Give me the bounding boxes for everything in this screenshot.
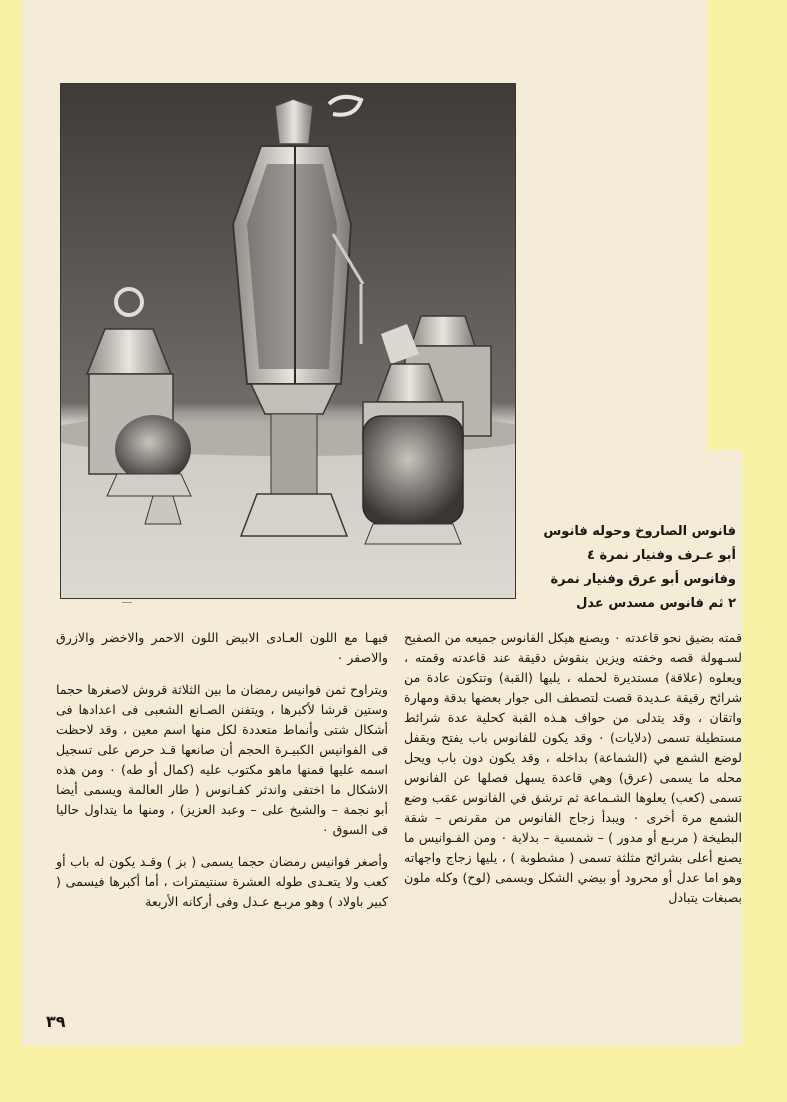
article-paragraph: قمته بضيق نحو قاعدته ٠ ويصنع هيكل الفانوس جميعه من الصفيح لسـهولة قصه وخفته ويزين بنقوش دقيقة عند قاعدته وقمته ، ويعلوه (علاقة) مستديرة لحمله ، يليها (القبة) وتتكون عادة من شرائح رقيقة عـديدة قصت لتصطف الى جوار بعضها بدقة ومهارة واتقان ، وقد يتدلى من حواف هـذه القبة كحلية عدة شرائط مستطيلة تسمى (دلايات) ٠ وقد يكون للفانوس باب يفتح ويقفل لوضع الشمع في (الشماعة) بداخله ، وقد يكون دون باب ويحل محله ما يسمى (عرق) وهي قاعدة يسهل فصلها عن الفانوس تسمى (كعب) يعلوها الشـماعة ثم ترشق في الفانوس عقب وضع الشمع مرة أخرى ٠ ويبدأ زجاج الفانوس من مقرنص – شقة البطيخة ( مربـع أو مدور ) – شمسية – بدلاية ٠ ومن الفـوانيس ما يصنع أعلى بشرائح مثلثة تسمى ( مشطوبة ) ، يليها زجاج واجهاته وهو اما عدل أو محرود أو بيضي الشكل ويسمى (لوح) وكله ملون بصبغات يتبادل — [404, 630, 742, 905]
photo-caption: فانوس الصاروخ وحوله فانوس أبو عـرف وفنيار نمرة ٤ وفانوس أبو عرق وفنيار نمرة ٢ ثم فانوس مسدس عدل — [543, 524, 736, 611]
article-paragraph: وأصغر فوانيس رمضان حجما يسمى ( بز ) وقـد يكون له باب أو كعب ولا يتعـدى طوله العشرة سنتيمترات ، أما أكبرها فيسمى ( كبير باولاد ) وهو مربـع عـدل وفى أركانه الأربعة — [56, 854, 388, 909]
page-number: ٣٩ — [46, 1012, 66, 1031]
article-column-left — [56, 628, 388, 912]
article-paragraph: ويتراوح ثمن فوانيس رمضان ما بين الثلاثة قروش لاصغرها حجما وستين قرشا لأكبرها ، ويتفنن الصـانع الشعبى فى اعدادها فى أشكال شتى وأنماط متعددة لكل منها اسم معين ، وقد لاحظت فى الفوانيس الكبيـرة الحجم أن صانعها قـد حرص على تسجيل اسمه عليها فمنها ماهو مكتوب عليه (كمال أو طه) ٠ ومن هذه الاشكال ما اختفى واندثر كفـانوس ( طار العالمة ويسمى أيضا أبو نجمة – والشيخ على – وعبد العزيز) ، ومنها ما يتداول حاليا فى السوق ٠ — [56, 682, 388, 837]
lanterns-photo — [60, 83, 516, 599]
article-column-right — [404, 628, 742, 908]
article-paragraph: فيهـا مع اللون العـادى الابيض اللون الاحمر والاخضر والازرق والاصفر ٠ — [56, 630, 388, 665]
divider-mark — [122, 602, 132, 603]
